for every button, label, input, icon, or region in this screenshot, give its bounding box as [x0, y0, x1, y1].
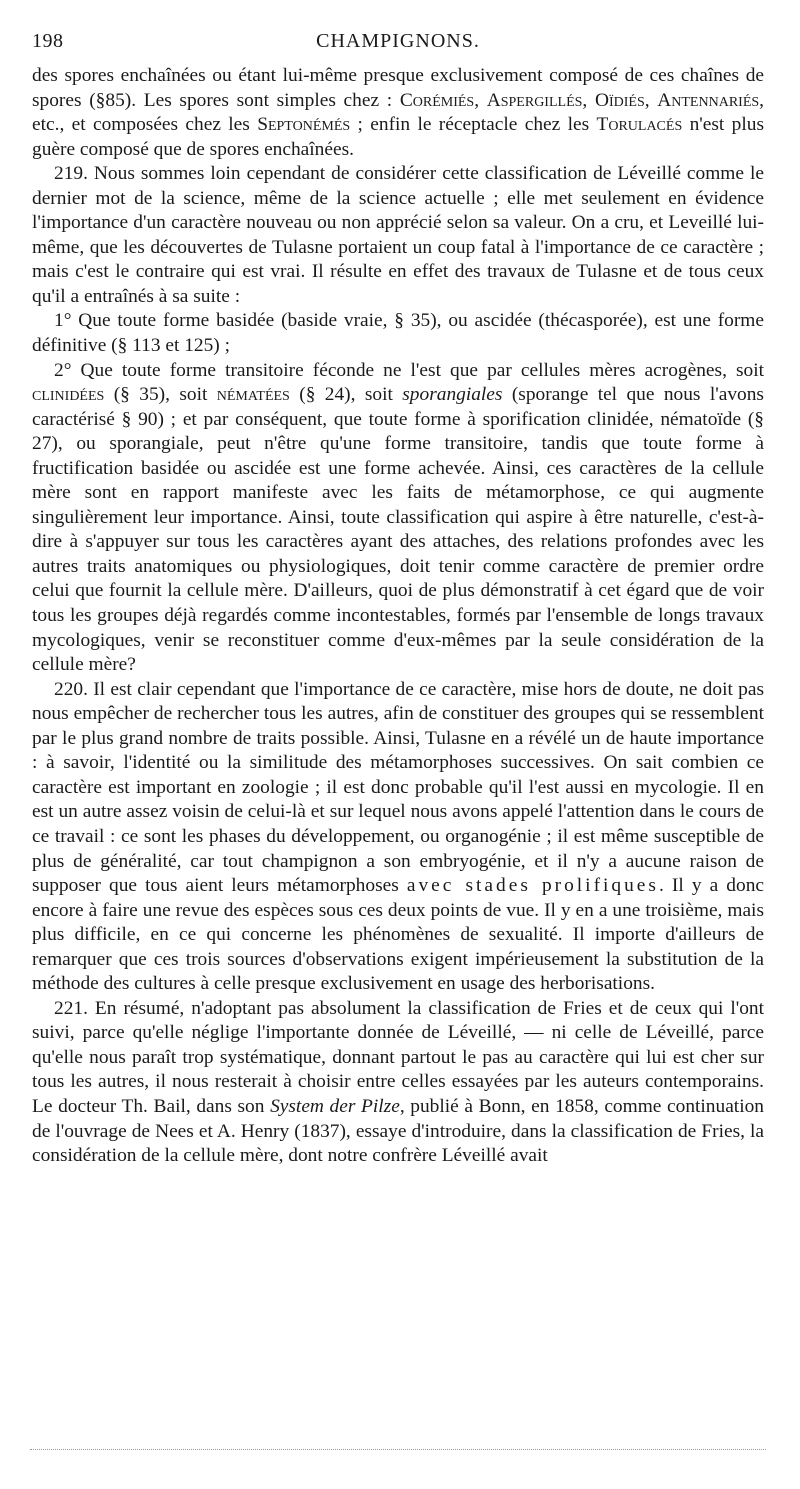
running-title: CHAMPIGNONS.: [316, 30, 480, 52]
body-text: [32, 64, 764, 1169]
term-clinidees: clinidées: [32, 384, 105, 406]
text-run: ,: [644, 89, 658, 111]
page-header: [32, 30, 764, 64]
text-run: . Il y a donc encore à faire une revue des espèces sous ces deux points de vue. Il y en a une troisième, mais plus difficile, en ce qui concerne les phénomènes de sexualité. Il importe d'ailleurs de remarquer que ces trois sources d'observations exigent impérieusement la substitution de la méthode des cultures à celle presque exclusivement en usage des herborisations.: [32, 875, 765, 995]
page-number: 198: [32, 30, 64, 52]
emphasized-phrase: avec stades prolifiques: [406, 875, 659, 897]
taxon-name: Antennariés: [657, 89, 760, 111]
paragraph-continuation: [32, 64, 764, 162]
paragraph-point-1: 1° Que toute forme basidée (baside vraie, § 35), ou ascidée (thécasporée), est une forme définitive (§ 113 et 125) ;: [32, 310, 764, 357]
term-sporangiales: sporangiales: [402, 384, 503, 406]
text-run: 2° Que toute forme transitoire féconde ne l'est que par cellules mères acrogènes, soit: [54, 359, 764, 381]
text-run: 220. Il est clair cependant que l'importance de ce caractère, mise hors de doute, ne doit pas nous empêcher de rechercher tous les autres, afin de constituer des groupes qui se ressemblent par le plus grand nombre de traits possible. Ainsi, Tulasne en a révélé un de haute importance : à savoir, l'identité ou la similitude des métamorphoses successives. On sait combien ce caractère est important en zoologie ; il est donc probable qu'il l'est aussi en mycologie. Il en est un autre assez voisin de celui-là et sur lequel nous avons appelé l'attention dans le cours de ce travail : ce sont les phases du développement, ou organogénie ; il est même susceptible de plus de généralité, car tout champignon a son embryogénie, et il n'y a aucune raison de supposer que tous aient leurs métamorphoses: [32, 678, 764, 897]
footer-dotted-rule: [30, 1449, 766, 1450]
taxon-name: Corémiés: [399, 89, 475, 111]
taxon-name: Aspergillés: [486, 89, 583, 111]
paragraph-221: [32, 997, 764, 1169]
paragraph-point-2: [32, 359, 764, 678]
text-run: (sporange tel que nous l'avons caractérisé § 90) ; et par conséquent, que toute forme à sporification clinidée, nématoïde (§ 27), ou sporangiale, peut n'être qu'une forme transitoire, tandis que toute forme à fructification basidée ou ascidée est une forme achevée. Ainsi, ces caractères de la cellule mère sont en rapport manifeste avec les faits de métamorphose, ce qui augmente singulièrement leur importance. Ainsi, toute classification qui aspire à être naturelle, c'est-à-dire à s'appuyer sur tous les caractères ayant des attaches, des relations profondes avec les autres traits anatomiques ou physiologiques, doit tenir comme caractère de premier ordre celui que fournit la cellule mère. D'ailleurs, quoi de plus démonstratif à cet égard que de voir tous les groupes déjà regardés comme incontestables, formés par l'ensemble de longs travaux mycologiques, venir se reconstituer comme d'eux-mêmes par la seule considération de la cellule mère?: [32, 384, 764, 676]
text-run: n'est plus guère composé que de spores enchaînées.: [32, 114, 764, 160]
paragraph-219: 219. Nous sommes loin cependant de considérer cette classification de Léveillé comme le dernier mot de la science, même de la science actuelle ; elle met seulement en évidence l'importance d'un caractère nouveau ou non apprécié selon sa valeur. On a cru, et Leveillé lui-même, que les découvertes de Tulasne portaient un coup fatal à l'importance de ce caractère ; mais c'est le contraire qui est vrai. Il résulte en effet des travaux de Tulasne et de tous ceux qu'il a entraînés à sa suite :: [32, 163, 764, 307]
taxon-name: Septonémés: [257, 114, 351, 136]
text-run: , etc., et composées chez les: [32, 89, 765, 136]
text-run: ; enfin le réceptacle chez les: [350, 114, 597, 136]
text-run: ,: [474, 89, 487, 111]
text-run: des spores enchaînées ou étant lui-même presque exclusivement composé de ces chaînes de spores (§85). Les spores sont simples chez :: [32, 65, 764, 111]
book-page: [32, 30, 764, 1169]
term-nematees: nématées: [216, 384, 290, 406]
text-run: , publié à Bonn, en 1858, comme continuation de l'ouvrage de Nees et A. Henry (1837), essaye d'introduire, dans la classification de Fries, la considération de la cellule mère, dont notre confrère Léveillé avait: [32, 1095, 764, 1167]
book-title: System der Pilze: [270, 1095, 400, 1117]
text-run: (§ 24), soit: [289, 384, 403, 406]
taxon-name: Oïdiés: [594, 89, 645, 111]
text-run: (§ 35), soit: [104, 384, 217, 406]
paragraph-220: [32, 678, 764, 997]
taxon-name: Torulacés: [596, 114, 683, 136]
text-run: ,: [582, 89, 595, 111]
text-run: 221. En résumé, n'adoptant pas absolument la classification de Fries et de ceux qui l'ont suivi, parce qu'elle néglige l'importante donnée de Léveillé, — ni celle de Léveillé, parce qu'elle nous paraît trop systématique, donnant partout le pas au caractère qui lui est cher sur tous les autres, il nous resterait à choisir entre celles essayées par les auteurs contemporains. Le docteur Th. Bail, dans son: [32, 997, 764, 1117]
